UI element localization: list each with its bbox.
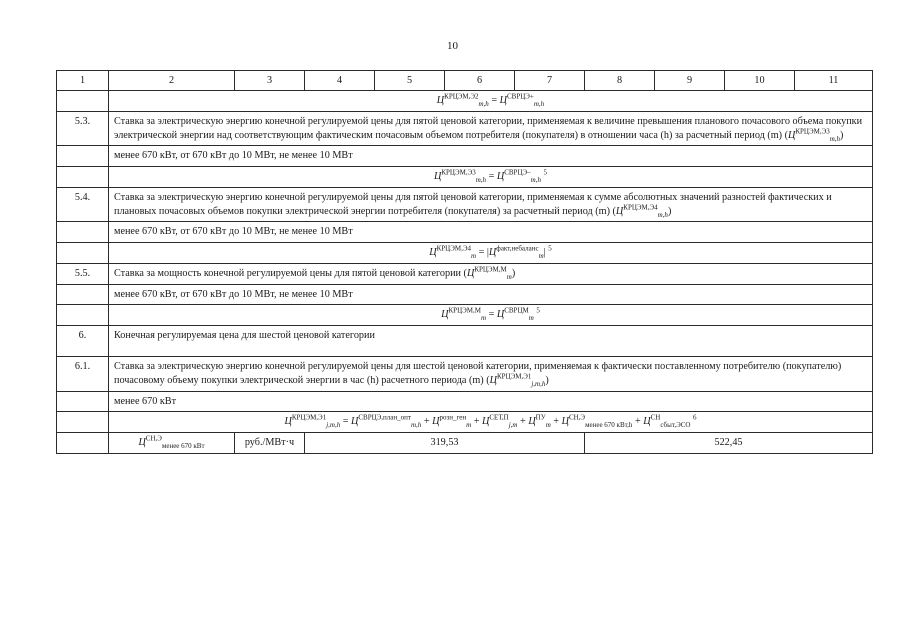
row-5-5-power (57, 284, 873, 305)
row-6-1 (57, 357, 873, 392)
row-5-5 (57, 263, 873, 284)
header-col-11: 11 (795, 71, 873, 91)
row-5-4 (57, 187, 873, 222)
row-number: 6.1. (57, 357, 109, 392)
row-5-4-formula (57, 243, 873, 264)
row-5-3-formula (57, 167, 873, 188)
header-col-5: 5 (375, 71, 445, 91)
row-number: 6. (57, 326, 109, 357)
formula-m: $Ц^{КРЦЭМ,М}_m = Ц^{СВРЦМ}_m$ $^5$ (109, 305, 873, 326)
row-5-4-power (57, 222, 873, 243)
power-category: менее 670 кВт, от 670 кВт до 10 МВт, не менее 10 МВт (109, 222, 873, 243)
value-cell-1: 319,53 (305, 433, 585, 454)
header-col-1: 1 (57, 71, 109, 91)
header-col-10: 10 (725, 71, 795, 91)
row-5-3 (57, 111, 873, 146)
row-description: Ставка за электрическую энергию конечной регулируемой цены для пятой ценовой категории, применяемая к сумме абсолютных значений разностей фактических и плановых почасовых объемов покупки электрической энергии потребителя (покупателя) за расчетный период (m) $(Ц^{КРЦЭМ,Э4}_{m,h})$ (109, 187, 873, 222)
row-5-3-power (57, 146, 873, 167)
value-symbol: $Ц^{СН,Э}_{менее 670 кВт}$ (109, 433, 235, 454)
header-col-2: 2 (109, 71, 235, 91)
power-category: менее 670 кВт, от 670 кВт до 10 МВт, не менее 10 МВт (109, 146, 873, 167)
header-col-4: 4 (305, 71, 375, 91)
header-col-8: 8 (585, 71, 655, 91)
formula-row-e2 (57, 91, 873, 112)
header-col-6: 6 (445, 71, 515, 91)
value-cell-2: 522,45 (585, 433, 873, 454)
formula-e3: $Ц^{КРЦЭМ,Э3}_{m,h} = Ц^{СВРЦЭ-}_{m,h}$ $^5$ (109, 167, 873, 188)
formula-e4: $Ц^{КРЦЭМ,Э4}_m = |Ц^{факт,небаланс}_m|$ $^5$ (109, 243, 873, 264)
header-col-3: 3 (235, 71, 305, 91)
row-description: Конечная регулируемая цена для шестой ценовой категории (109, 326, 873, 357)
header-row (57, 71, 873, 91)
row-6 (57, 326, 873, 357)
row-description: Ставка за мощность конечной регулируемой цены для пятой ценовой категории $(Ц^{КРЦЭМ,М}_m)$ (109, 263, 873, 284)
formula-6-e1: $Ц^{КРЦЭМ,Э1}_{j,m,h} = Ц^{СВРЦЭ,план\_опт}_{m,h} + Ц^{розн\_ген}_m + Ц^{СЕТ,П}_{j,m} + Ц^{ПУ}_m + Ц^{СН,Э}_{менее 670 кВт,h} + Ц^{СН}_{сбыт,ЭСО}$ $^6$ (109, 412, 873, 433)
row-description: Ставка за электрическую энергию конечной регулируемой цены для пятой ценовой категории, применяемая к величине превышения планового почасового объема покупки электрической энергии над соответствующим фактическим почасовым объемом потребителя (покупателя) в отношении часа (h) за расчетный период (m) $(Ц^{КРЦЭМ,Э3}_{m,h})$ (109, 111, 873, 146)
row-number: 5.4. (57, 187, 109, 222)
power-category: менее 670 кВт (109, 391, 873, 412)
power-category: менее 670 кВт, от 670 кВт до 10 МВт, не менее 10 МВт (109, 284, 873, 305)
page-number: 10 (447, 40, 458, 52)
header-col-9: 9 (655, 71, 725, 91)
header-col-7: 7 (515, 71, 585, 91)
tariff-table (56, 70, 873, 454)
formula-e2: $Ц^{КРЦЭМ,Э2}_{m,h} = Ц^{СВРЦЭ+}_{m,h}$ (109, 91, 873, 112)
row-number: 5.3. (57, 111, 109, 146)
row-6-1-formula (57, 412, 873, 433)
row-6-1-values (57, 433, 873, 454)
row-number: 5.5. (57, 263, 109, 284)
value-unit: руб./МВт·ч (235, 433, 305, 454)
row-5-5-formula (57, 305, 873, 326)
row-6-1-power (57, 391, 873, 412)
row-description: Ставка за электрическую энергию конечной регулируемой цены для шестой ценовой категории, применяемая к фактически поставленному потребителю (покупателю) почасовому объему покупки электрической энергии в час (h) расчетного периода (m) $(Ц^{КРЦЭМ,Э1}_{j,m,h})$ (109, 357, 873, 392)
